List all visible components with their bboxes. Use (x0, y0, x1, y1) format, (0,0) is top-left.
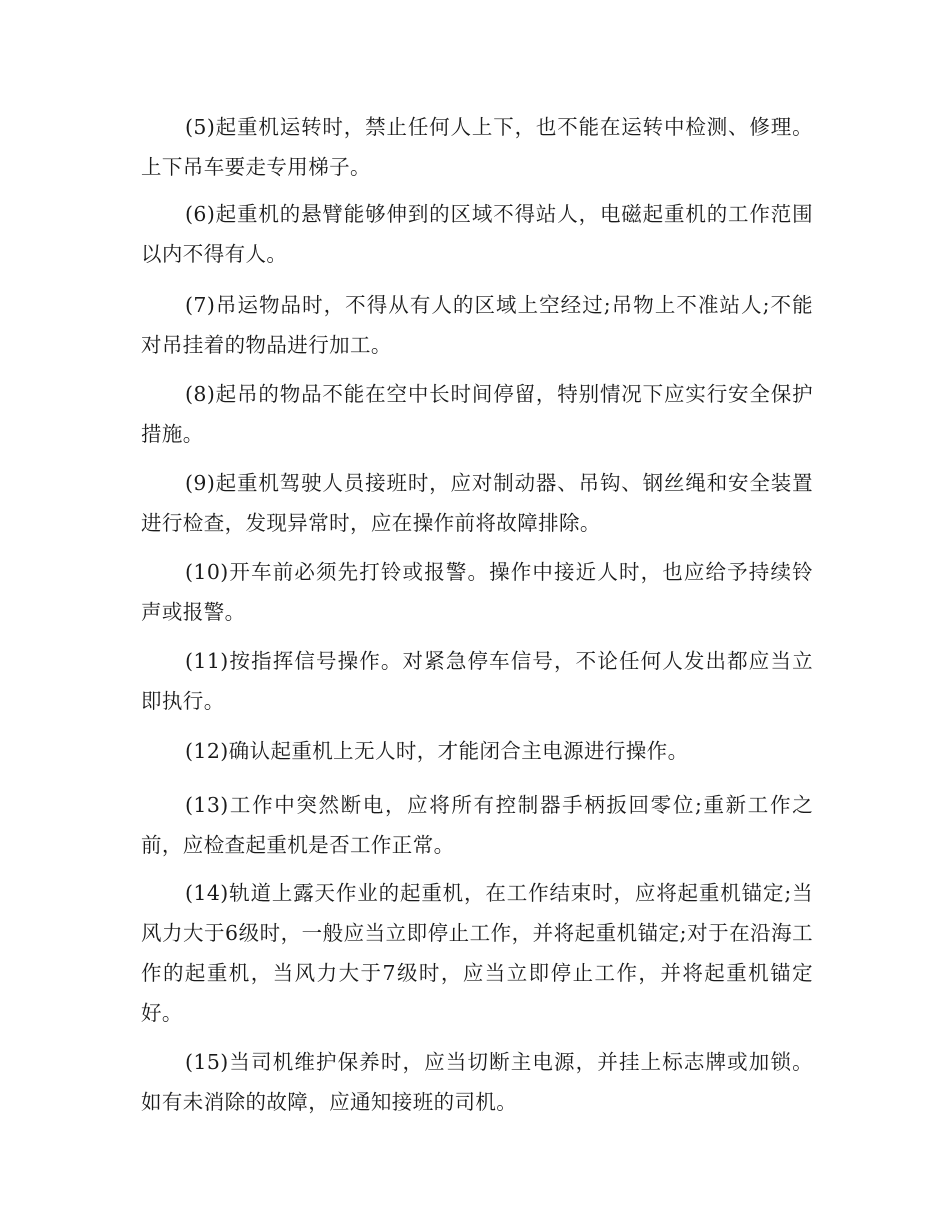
paragraph-item-14: (14)轨道上露天作业的起重机，在工作结束时，应将起重机锚定;当风力大于6级时，一般应当立即停止工作，并将起重机锚定;对于在沿海工作的起重机，当风力大于7级时，应当立即停止工作，并将起重机锚定好。 (141, 881, 813, 1025)
paragraph-item-8: (8)起吊的物品不能在空中长时间停留，特别情况下应实行安全保护措施。 (141, 382, 813, 446)
paragraph-item-11: (11)按指挥信号操作。对紧急停车信号，不论任何人发出都应当立即执行。 (141, 649, 813, 713)
paragraph-item-13: (13)工作中突然断电，应将所有控制器手柄扳回零位;重新工作之前，应检查起重机是否工作正常。 (141, 793, 813, 857)
paragraph-item-6: (6)起重机的悬臂能够伸到的区域不得站人，电磁起重机的工作范围以内不得有人。 (141, 202, 813, 266)
paragraph-item-12: (12)确认起重机上无人时，才能闭合主电源进行操作。 (185, 739, 689, 763)
paragraph-item-5: (5)起重机运转时，禁止任何人上下，也不能在运转中检测、修理。上下吊车要走专用梯子。 (141, 115, 813, 179)
paragraph-item-15: (15)当司机维护保养时，应当切断主电源，并挂上标志牌或加锁。如有未消除的故障，应通知接班的司机。 (141, 1050, 813, 1114)
paragraph-item-10: (10)开车前必须先打铃或报警。操作中接近人时，也应给予持续铃声或报警。 (141, 560, 813, 624)
paragraph-item-7: (7)吊运物品时，不得从有人的区域上空经过;吊物上不准站人;不能对吊挂着的物品进行加工。 (141, 293, 813, 357)
paragraph-item-9: (9)起重机驾驶人员接班时，应对制动器、吊钩、钢丝绳和安全装置进行检查，发现异常时，应在操作前将故障排除。 (141, 471, 813, 535)
